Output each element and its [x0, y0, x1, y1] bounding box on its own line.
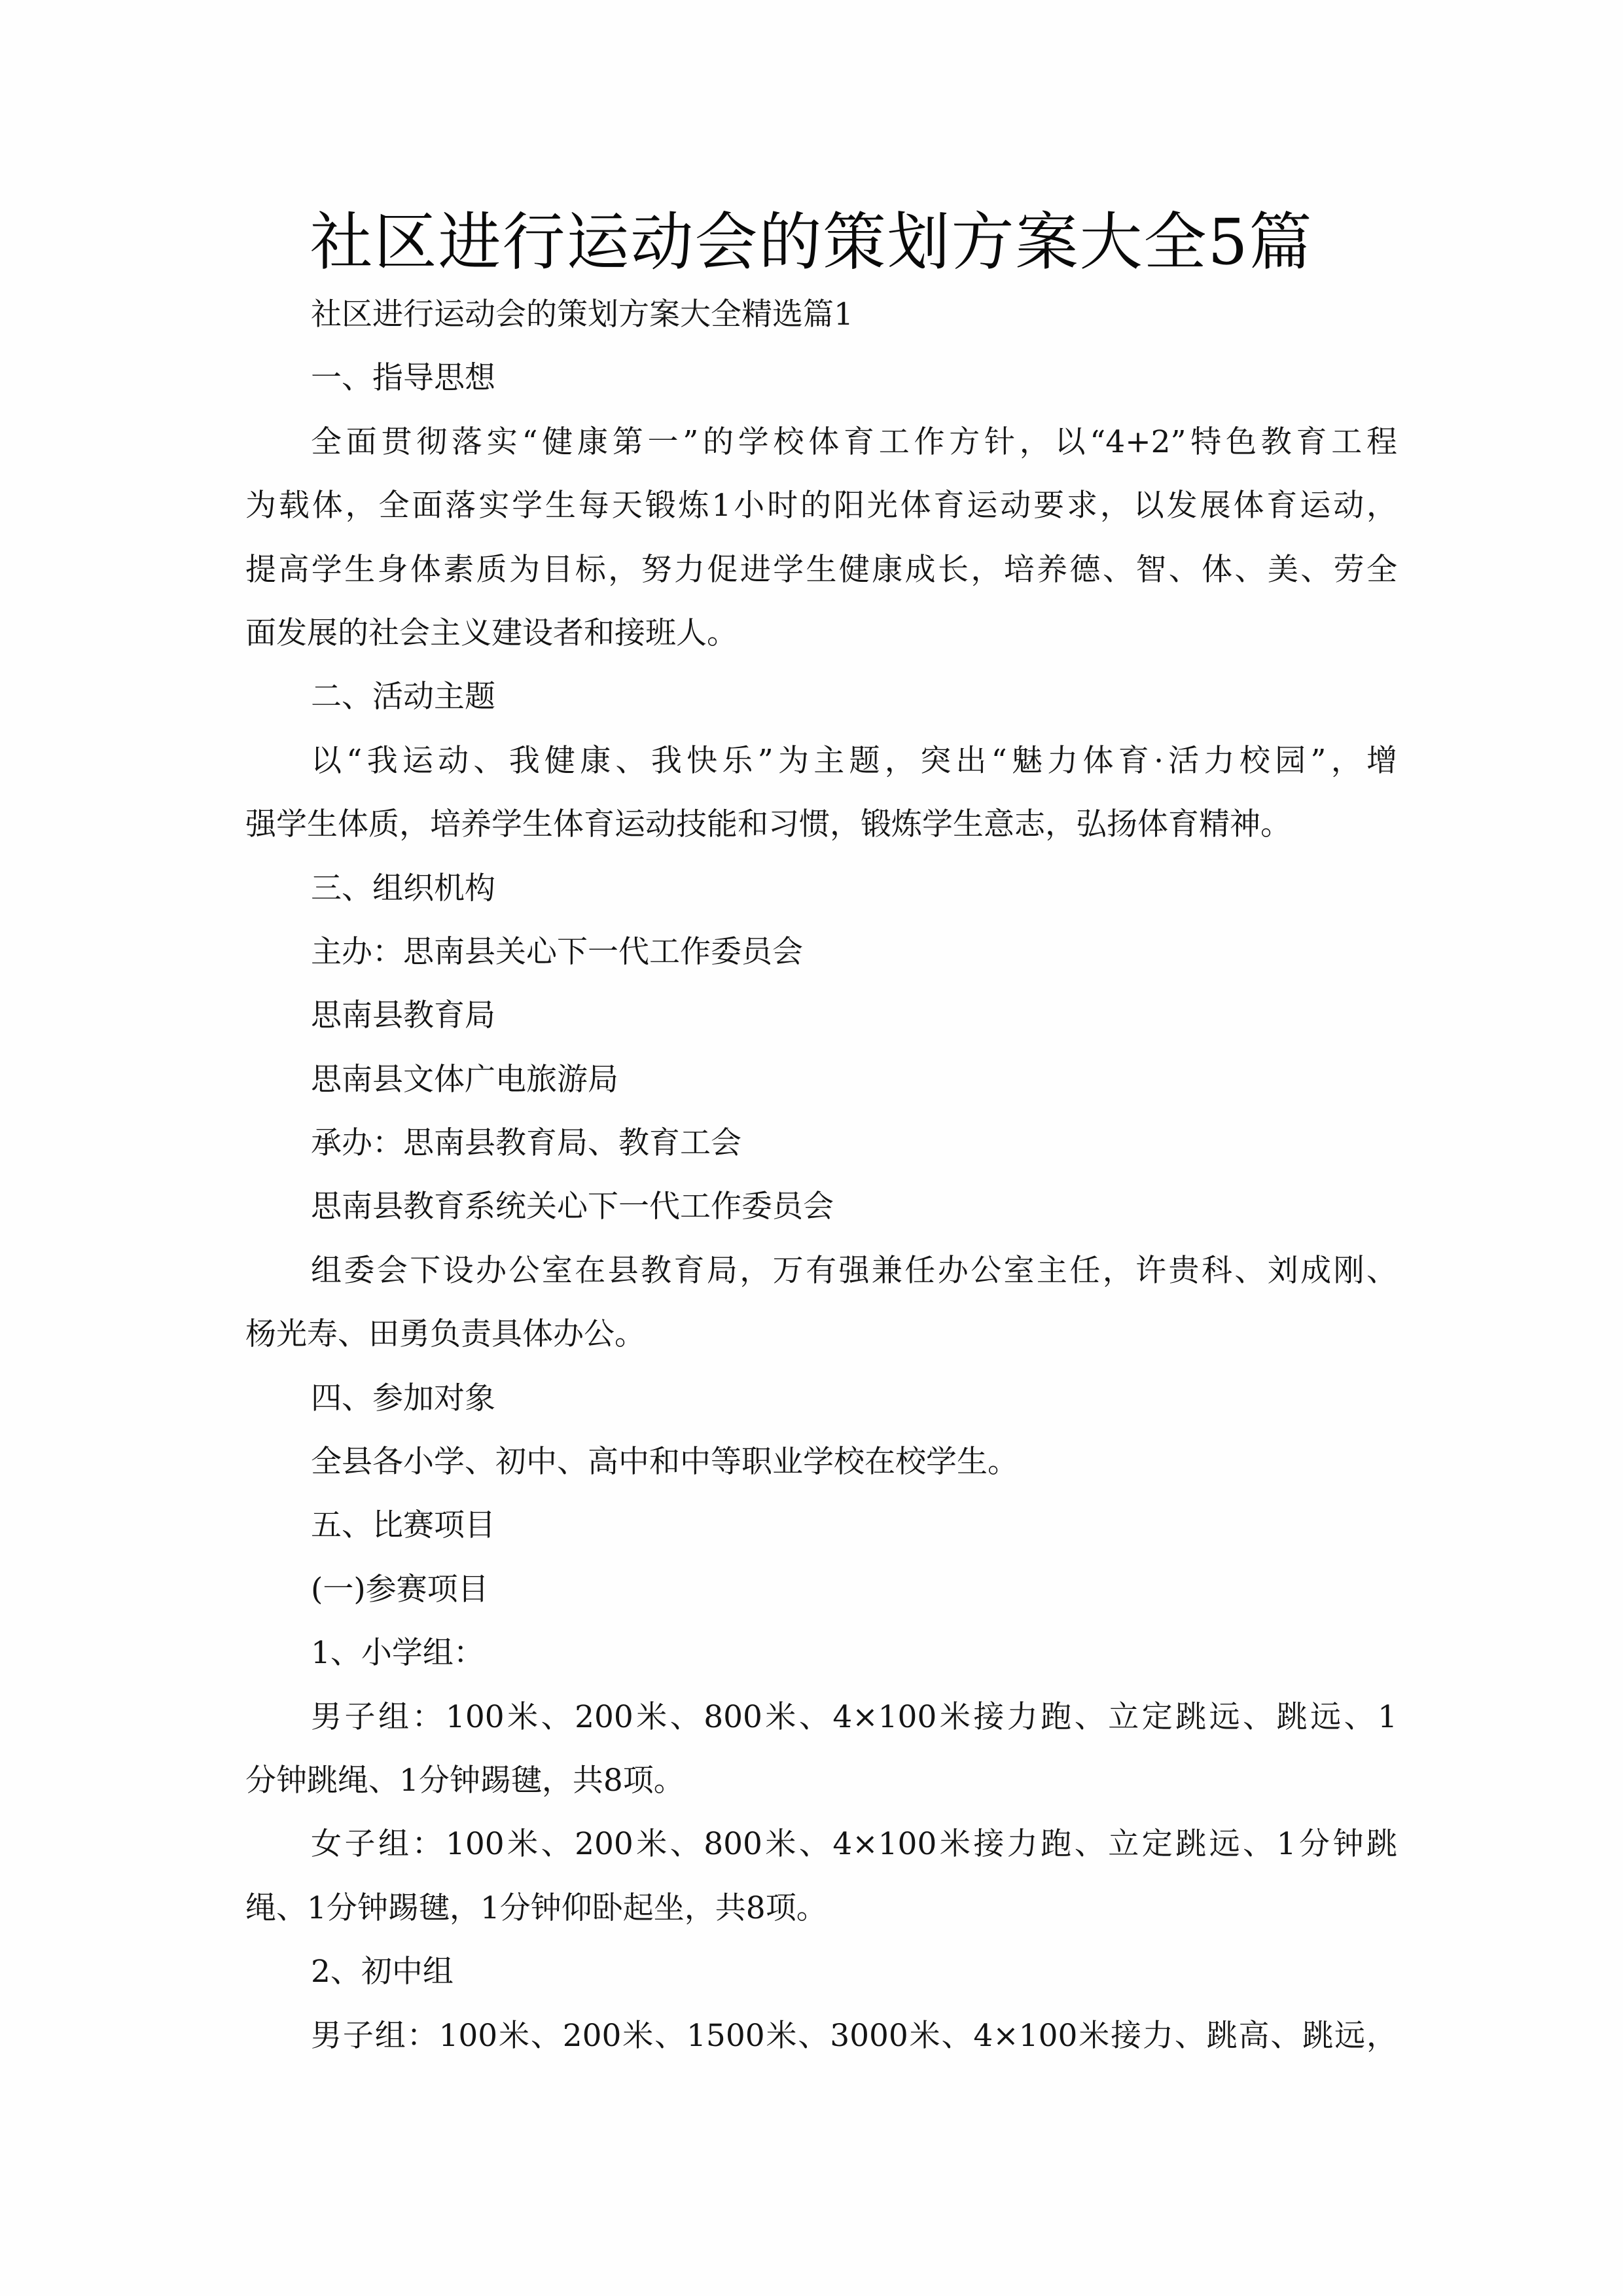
paragraph-line: 提高学生身体素质为目标，努力促进学生健康成长，培养德、智、体、美、劳全	[245, 551, 1397, 588]
org-item: 承办：思南县教育局、教育工会	[311, 1125, 741, 1162]
subtitle: 社区进行运动会的策划方案大全精选篇1	[311, 296, 853, 332]
paragraph-line: 组委会下设办公室在县教育局，万有强兼任办公室主任，许贵科、刘成刚、	[311, 1252, 1397, 1289]
group-label-junior: 2、初中组	[311, 1954, 454, 1990]
section-heading-activity-theme: 二、活动主题	[311, 679, 495, 715]
paragraph-line: 绳、1分钟踢毽，1分钟仰卧起坐，共8项。	[245, 1890, 827, 1926]
paragraph-line: 分钟跳绳、1分钟踢毽，共8项。	[245, 1762, 685, 1799]
paragraph-line: 杨光寿、田勇负责具体办公。	[245, 1316, 645, 1353]
group-label-primary: 1、小学组：	[311, 1635, 484, 1672]
org-item: 思南县文体广电旅游局	[311, 1061, 618, 1098]
org-item: 思南县教育系统关心下一代工作委员会	[311, 1189, 834, 1225]
paragraph-line: 男子组：100米、200米、800米、4×100米接力跑、立定跳远、跳远、1	[311, 1698, 1397, 1735]
section-heading-participants: 四、参加对象	[311, 1380, 495, 1416]
paragraph-line: 全县各小学、初中、高中和中等职业学校在校学生。	[311, 1444, 1018, 1480]
paragraph-line: 面发展的社会主义建设者和接班人。	[245, 615, 738, 651]
section-heading-guiding-ideology: 一、指导思想	[311, 360, 495, 397]
paragraph-line: 男子组：100米、200米、1500米、3000米、4×100米接力、跳高、跳远，	[311, 2017, 1397, 2054]
paragraph-line: 为载体，全面落实学生每天锻炼1小时的阳光体育运动要求，以发展体育运动，	[245, 488, 1397, 524]
document-body	[245, 283, 1397, 2068]
paragraph-line: 全面贯彻落实“健康第一”的学校体育工作方针，以“4+2”特色教育工程	[311, 423, 1397, 460]
org-item: 思南县教育局	[311, 997, 495, 1034]
document-title: 社区进行运动会的策划方案大全5篇	[310, 206, 1313, 279]
paragraph-line: 女子组：100米、200米、800米、4×100米接力跑、立定跳远、1分钟跳	[311, 1826, 1397, 1863]
section-heading-organization: 三、组织机构	[311, 870, 495, 906]
paragraph-line: 以“我运动、我健康、我快乐”为主题，突出“魅力体育·活力校园”，增	[311, 742, 1397, 779]
org-item: 主办：思南县关心下一代工作委员会	[311, 933, 803, 970]
paragraph-line: 强学生体质，培养学生体育运动技能和习惯，锻炼学生意志，弘扬体育精神。	[245, 806, 1291, 843]
section-heading-events: 五、比赛项目	[311, 1507, 495, 1544]
subheading-events: (一)参赛项目	[311, 1571, 489, 1607]
